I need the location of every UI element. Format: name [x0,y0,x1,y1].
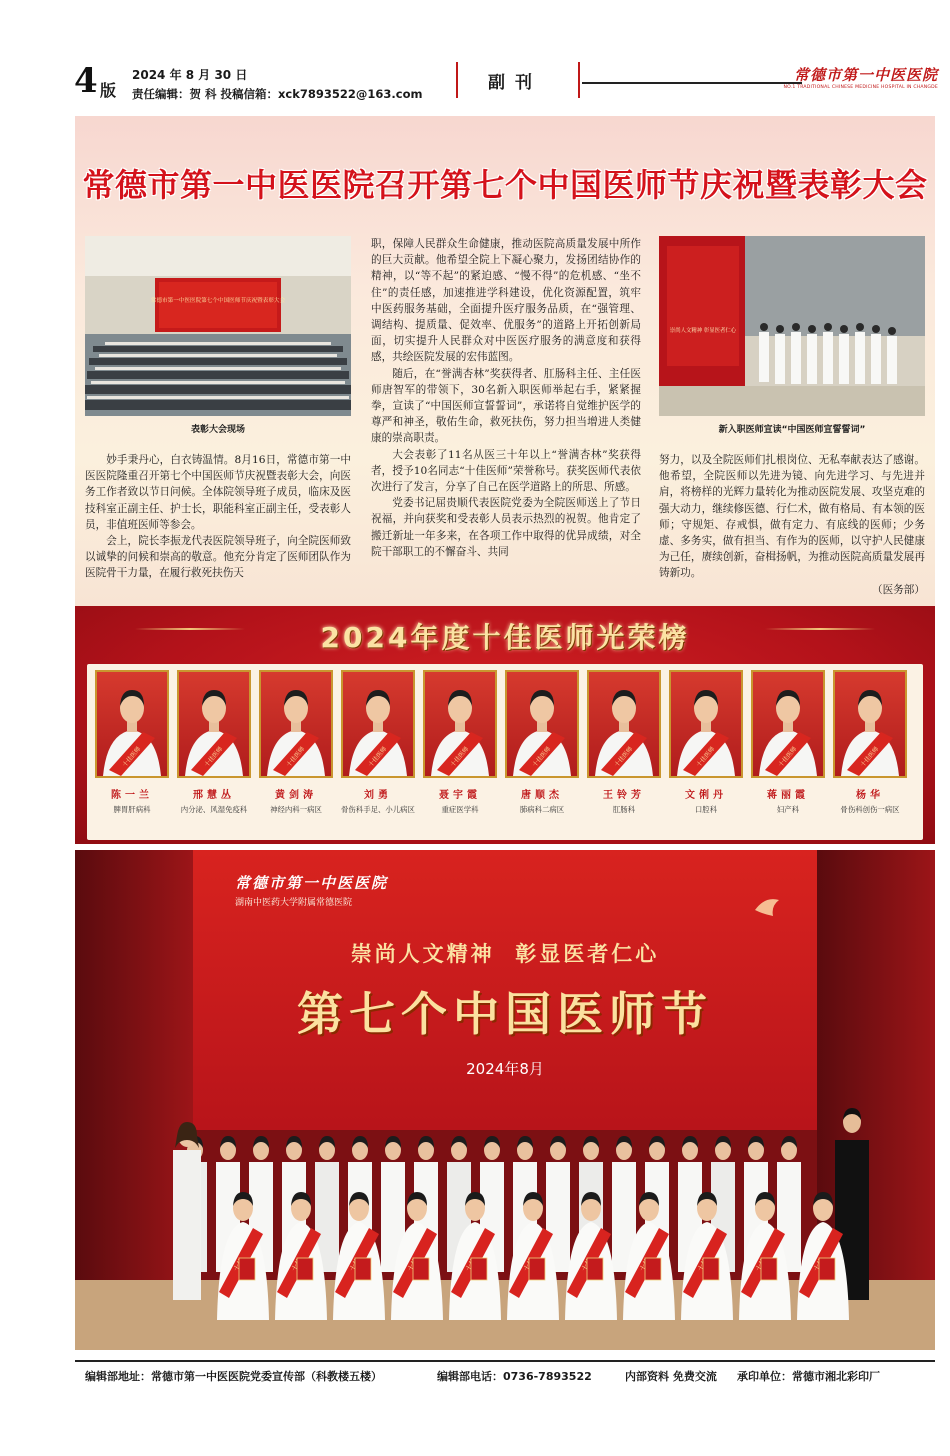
hospital-logo-en: NO.1 TRADITIONAL CHINESE MEDICINE HOSPITAL IN CHANGDE [783,85,938,90]
masthead-divider [456,62,458,98]
doctor-portrait [833,670,907,778]
section-title: 副刊 [488,73,542,93]
doctor-name: 黄剑涛 [275,790,317,801]
doctor-card [423,670,497,815]
group-date: 2024年8月 [466,1060,544,1078]
sash-text: 十佳医师 [449,745,471,769]
doctor-department: 骨伤科手足、小儿病区 [341,805,415,814]
doctor-card [259,670,333,815]
masthead-rule [582,82,802,84]
article-panel [75,116,935,606]
footer-phone: 编辑部电话：0736-7893522 [437,1370,592,1383]
doctor-name: 唐顺杰 [521,790,563,801]
doctor-portrait [259,670,333,778]
doctor-portrait [751,670,825,778]
page-number: 4 [74,61,98,101]
doctor-name: 蒋丽霞 [767,790,809,801]
doctor-card [587,670,661,815]
doctor-card [95,670,169,815]
editor-line: 责任编辑：贺 科 投稿信箱：xck7893522@163.com [132,87,423,101]
paragraph: 党委书记屈贵顺代表医院党委为全院医师送上了节日祝福，并向获奖和受表彰人员表示热烈的祝贺。他肯定了搬迁新址一年多来，在各项工作中取得的优异成绩，对全院干部职工的不懈奋斗、共同 [371,497,641,558]
doctor-portrait-image [835,672,905,776]
doctor-portrait-image [261,672,331,776]
doctor-department: 口腔科 [694,805,718,814]
honor-roll [75,606,935,844]
doctor-portrait-image [753,672,823,776]
sash-text: 十佳医师 [121,745,143,769]
honor-title: 2024年度十佳医师光荣榜 [320,621,690,654]
group-photo-image [75,850,935,1350]
page-suffix: 版 [100,81,117,100]
paragraph: 会上，院长李振龙代表医院领导班子，向全院医师致以诚挚的问候和崇高的敬意。他充分肯定了医师团队作为医院骨干力量，在履行救死扶伤天 [85,535,351,580]
paragraph-continued: 努力，以及全院医师们扎根岗位、无私奉献表达了感谢。他希望，全院医师以先进为镜、向先进学习、与先进并肩，将榜样的光辉力量转化为推动医院发展、攻坚克难的强大动力，继续修医德、行仁术，做有格局、有本领的医师；守规矩、存戒惧，做有定力、有底线的医师；少务虚、多务实，做有担当、有作为的医师，以守护人民健康为己任，赓续创新，奋楫扬帆，为推动医院高质量发展再铸新功。 [659,454,925,580]
doctor-portrait-image [97,672,167,776]
meeting-hall-photo [85,236,351,416]
doctor-card [751,670,825,815]
sash-text: 十佳医师 [859,745,881,769]
doctor-portrait [669,670,743,778]
sash-text: 十佳医师 [285,745,307,769]
doctor-portrait [505,670,579,778]
doctor-portrait [341,670,415,778]
sash-text: 十佳医师 [613,745,635,769]
doctor-portrait [177,670,251,778]
doctor-portrait-image [179,672,249,776]
article-signature: （医务部） [872,583,925,596]
oath-caption: 新入职医师宣读“中国医师宣誓誓词” [718,425,866,435]
meeting-hall-image [85,236,351,416]
sash-text: 十佳医师 [531,745,553,769]
group-logo-sub: 湖南中医药大学附属常德医院 [235,898,353,908]
doctor-portrait-image [671,672,741,776]
group-logo-cn: 常德市第一中医医院 [235,874,389,892]
masthead-divider-right [578,62,580,98]
group-slogan: 崇尚人文精神 彰显医者仁心 [350,941,660,966]
doctor-card [833,670,907,815]
article-column-3 [659,452,925,598]
footer [75,1360,935,1386]
doctor-card [177,670,251,815]
group-photo [75,850,935,1350]
oath-banner-text: 崇尚人文精神 彰显医者仁心 [669,328,737,334]
doctor-department: 重症医学科 [441,805,479,814]
article-column-2 [371,236,641,560]
doctor-portrait [95,670,169,778]
paragraph: 大会表彰了11名从医三十年以上“誉满杏林”奖获得者，授予10名同志“十佳医师”荣誉称号。获奖医师代表依次进行了发言，分享了自己在医学道路上的所思、所感。 [371,448,641,494]
doctor-department: 脾胃肝病科 [113,805,151,814]
doctor-portrait-image [425,672,495,776]
doctor-portrait-image [589,672,659,776]
doctor-name: 聂宇霞 [439,790,481,801]
honor-strip [87,664,923,840]
doctor-name: 陈一兰 [111,790,153,801]
doctor-card [669,670,743,815]
doctor-portrait-image [507,672,577,776]
sash-text: 十佳医师 [777,745,799,769]
doctor-name: 文俐丹 [685,790,727,801]
footer-printer: 承印单位：常德市湘北彩印厂 [737,1370,880,1383]
doctor-card [341,670,415,815]
sash-text: 十佳医师 [367,745,389,769]
footer-address: 编辑部地址：常德市第一中医医院党委宣传部（科教楼五楼） [85,1370,382,1383]
paragraph: 随后，在“誉满杏林”奖获得者、肛肠科主任、主任医师唐智军的带领下，30名新入职医师举起右手，紧紧握拳，宣读了“中国医师宣誓誓词”，承诺将自觉维护医学的尊严和神圣，敬佑生命，救死扶伤，努力担当增进人类健康的崇高职责。 [371,367,641,445]
issue-date: 2024 年 8 月 30 日 [132,68,248,82]
doctor-name: 王铃芳 [603,790,645,801]
sash-text: 十佳医师 [203,745,225,769]
hall-banner-text: 常德市第一中医医院第七个中国医师节庆祝暨表彰大会 [150,298,286,304]
paragraph: 妙手秉丹心，白衣铸温情。8月16日，常德市第一中医医院隆重召开第七个中国医师节庆祝暨表彰大会，向医务工作者致以节日问候。全体院领导班子成员，临床及医技科室正副主任、护士长，职能科室正副主任，受表彰人员，非值班医师等参会。 [85,454,351,531]
doctor-department: 内分泌、风湿免疫科 [180,805,248,814]
hospital-logo [784,64,939,90]
sash-text: 十佳医师 [695,745,717,769]
doctor-card [505,670,579,815]
group-title: 第七个中国医师节 [297,987,713,1041]
doctor-department: 肺病科二病区 [519,805,565,814]
doctor-department: 神经内科一病区 [270,805,322,814]
doctor-department: 妇产科 [776,805,800,814]
doctor-portrait [423,670,497,778]
article-headline: 常德市第一中医医院召开第七个中国医师节庆祝暨表彰大会 [82,166,928,204]
doctor-portrait-image [343,672,413,776]
oath-image [659,236,925,416]
doctor-department: 肛肠科 [612,805,636,814]
article-column-1 [85,452,351,582]
hospital-logo-cn: 常德市第一中医医院 [793,66,938,84]
group-hospital-logo [235,872,388,908]
footer-note: 内部资料 免费交流 [625,1370,717,1383]
doctor-name: 邢慧丛 [193,790,235,801]
doctor-portrait [587,670,661,778]
paragraph-continued: 职，保障人民群众生命健康，推动医院高质量发展中所作的巨大贡献。他希望全院上下凝心聚力，发扬团结协作的精神，以“等不起”的紧迫感、“慢不得”的危机感、“坐不住”的责任感，加速推进学科建设，优化资源配置，筑牢中医药服务基础，全面提升医疗服务品质，在“强管理、调结构、提质量、促效率、优服务”的道路上开拓创新局面，切实提升人民群众对中医医疗服务的满意度和获得感，共绘医院发展的宏伟蓝图。 [371,238,641,364]
doctor-name: 杨华 [856,790,884,801]
oath-photo [659,236,925,416]
masthead [70,62,942,104]
meeting-hall-caption: 表彰大会现场 [190,425,245,435]
doctor-department: 骨伤科创伤一病区 [840,805,900,814]
doctor-name: 刘勇 [364,790,392,801]
